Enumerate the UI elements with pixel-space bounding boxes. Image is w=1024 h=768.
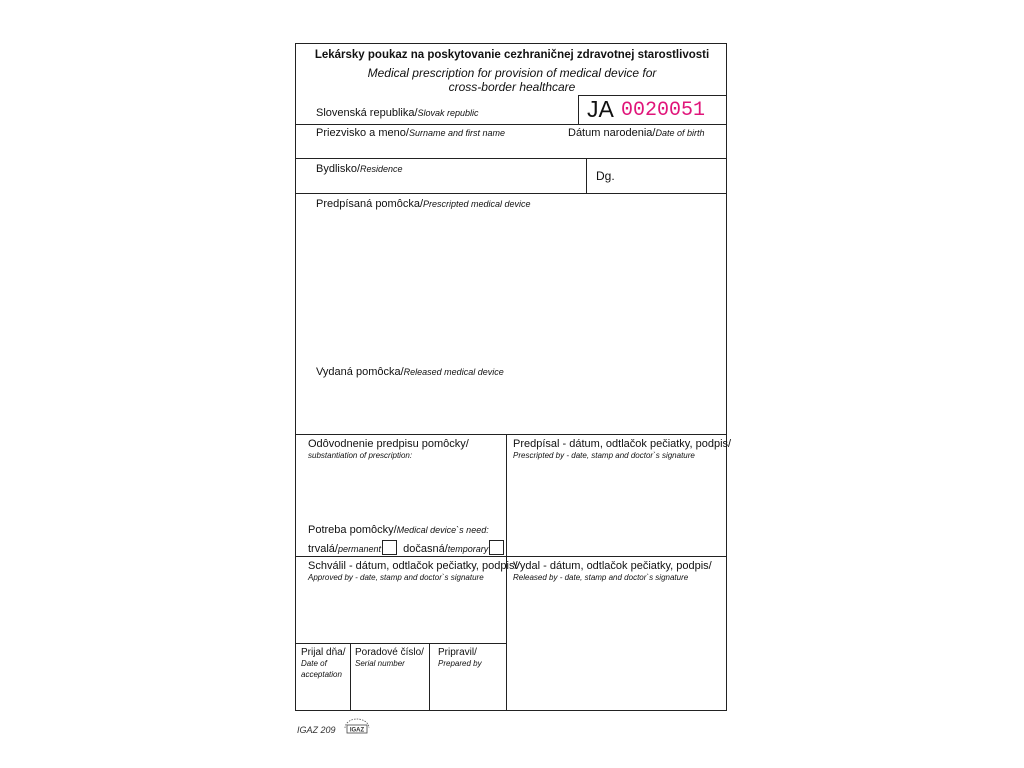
country-label: Slovenská republika/Slovak republic [316,107,479,119]
serial-number-field[interactable]: Poradové číslo/ Serial number [355,647,424,668]
divider [429,643,430,711]
divider [296,643,506,644]
released-by-label-en: Released by - date, stamp and doctor`s signature [513,573,689,582]
acceptance-date-field[interactable]: Prijal dňa/ Date of acceptation [301,647,346,679]
justification-label: Odôvodnenie predpisu pomôcky/ [308,438,469,450]
device-need-options: trvalá/permanent dočasná/temporary [308,540,504,555]
form-code: IGAZ 209 [297,725,336,735]
igaz-logo [340,717,374,739]
diagnosis-field[interactable]: Dg. [596,169,615,183]
temporary-checkbox[interactable] [489,540,504,555]
form-title-en-line2: cross-border healthcare [448,80,576,94]
prescribed-device-field[interactable]: Predpísaná pomôcka/Prescripted medical device [316,198,531,210]
divider [506,434,507,711]
divider [296,556,726,557]
serial-box [578,95,727,125]
approved-by-label-en: Approved by - date, stamp and doctor`s signature [308,573,484,582]
prepared-by-field[interactable]: Pripravil/ Prepared by [438,647,482,668]
divider [296,193,726,194]
logo-text: IGAZ [349,727,365,734]
prescription-form [295,43,732,711]
permanent-checkbox[interactable] [382,540,397,555]
residence-field[interactable]: Bydlisko/Residence [316,163,403,175]
form-title-en-line1: Medical prescription for provision of medical device for [367,66,657,80]
prescribed-by-label: Predpísal - dátum, odtlačok pečiatky, podpis/ [513,438,732,450]
divider [296,124,726,125]
serial-number: 0020051 [621,99,706,122]
date-of-birth-field[interactable]: Dátum narodenia/Date of birth [568,127,705,139]
released-by-label: Vydal - dátum, odtlačok pečiatky, podpis/ [513,560,712,572]
form-title-sk: Lekársky poukaz na poskytovanie cezhraničnej zdravotnej starostlivosti [314,49,710,61]
serial-prefix: JA [587,96,614,122]
released-device-field[interactable]: Vydaná pomôcka/Released medical device [316,366,504,378]
divider [296,158,726,159]
approved-by-label: Schválil - dátum, odtlačok pečiatky, podpis/ [308,560,518,572]
device-need-label: Potreba pomôcky/Medical device`s need: [308,524,489,536]
divider [296,434,726,435]
prescribed-by-label-en: Prescripted by - date, stamp and doctor`s signature [513,451,695,460]
divider [586,158,587,193]
divider [350,643,351,711]
form-title-en [296,66,728,94]
surname-field[interactable]: Priezvisko a meno/Surname and first name [316,127,505,139]
justification-label-en: substantiation of prescription: [308,451,413,460]
